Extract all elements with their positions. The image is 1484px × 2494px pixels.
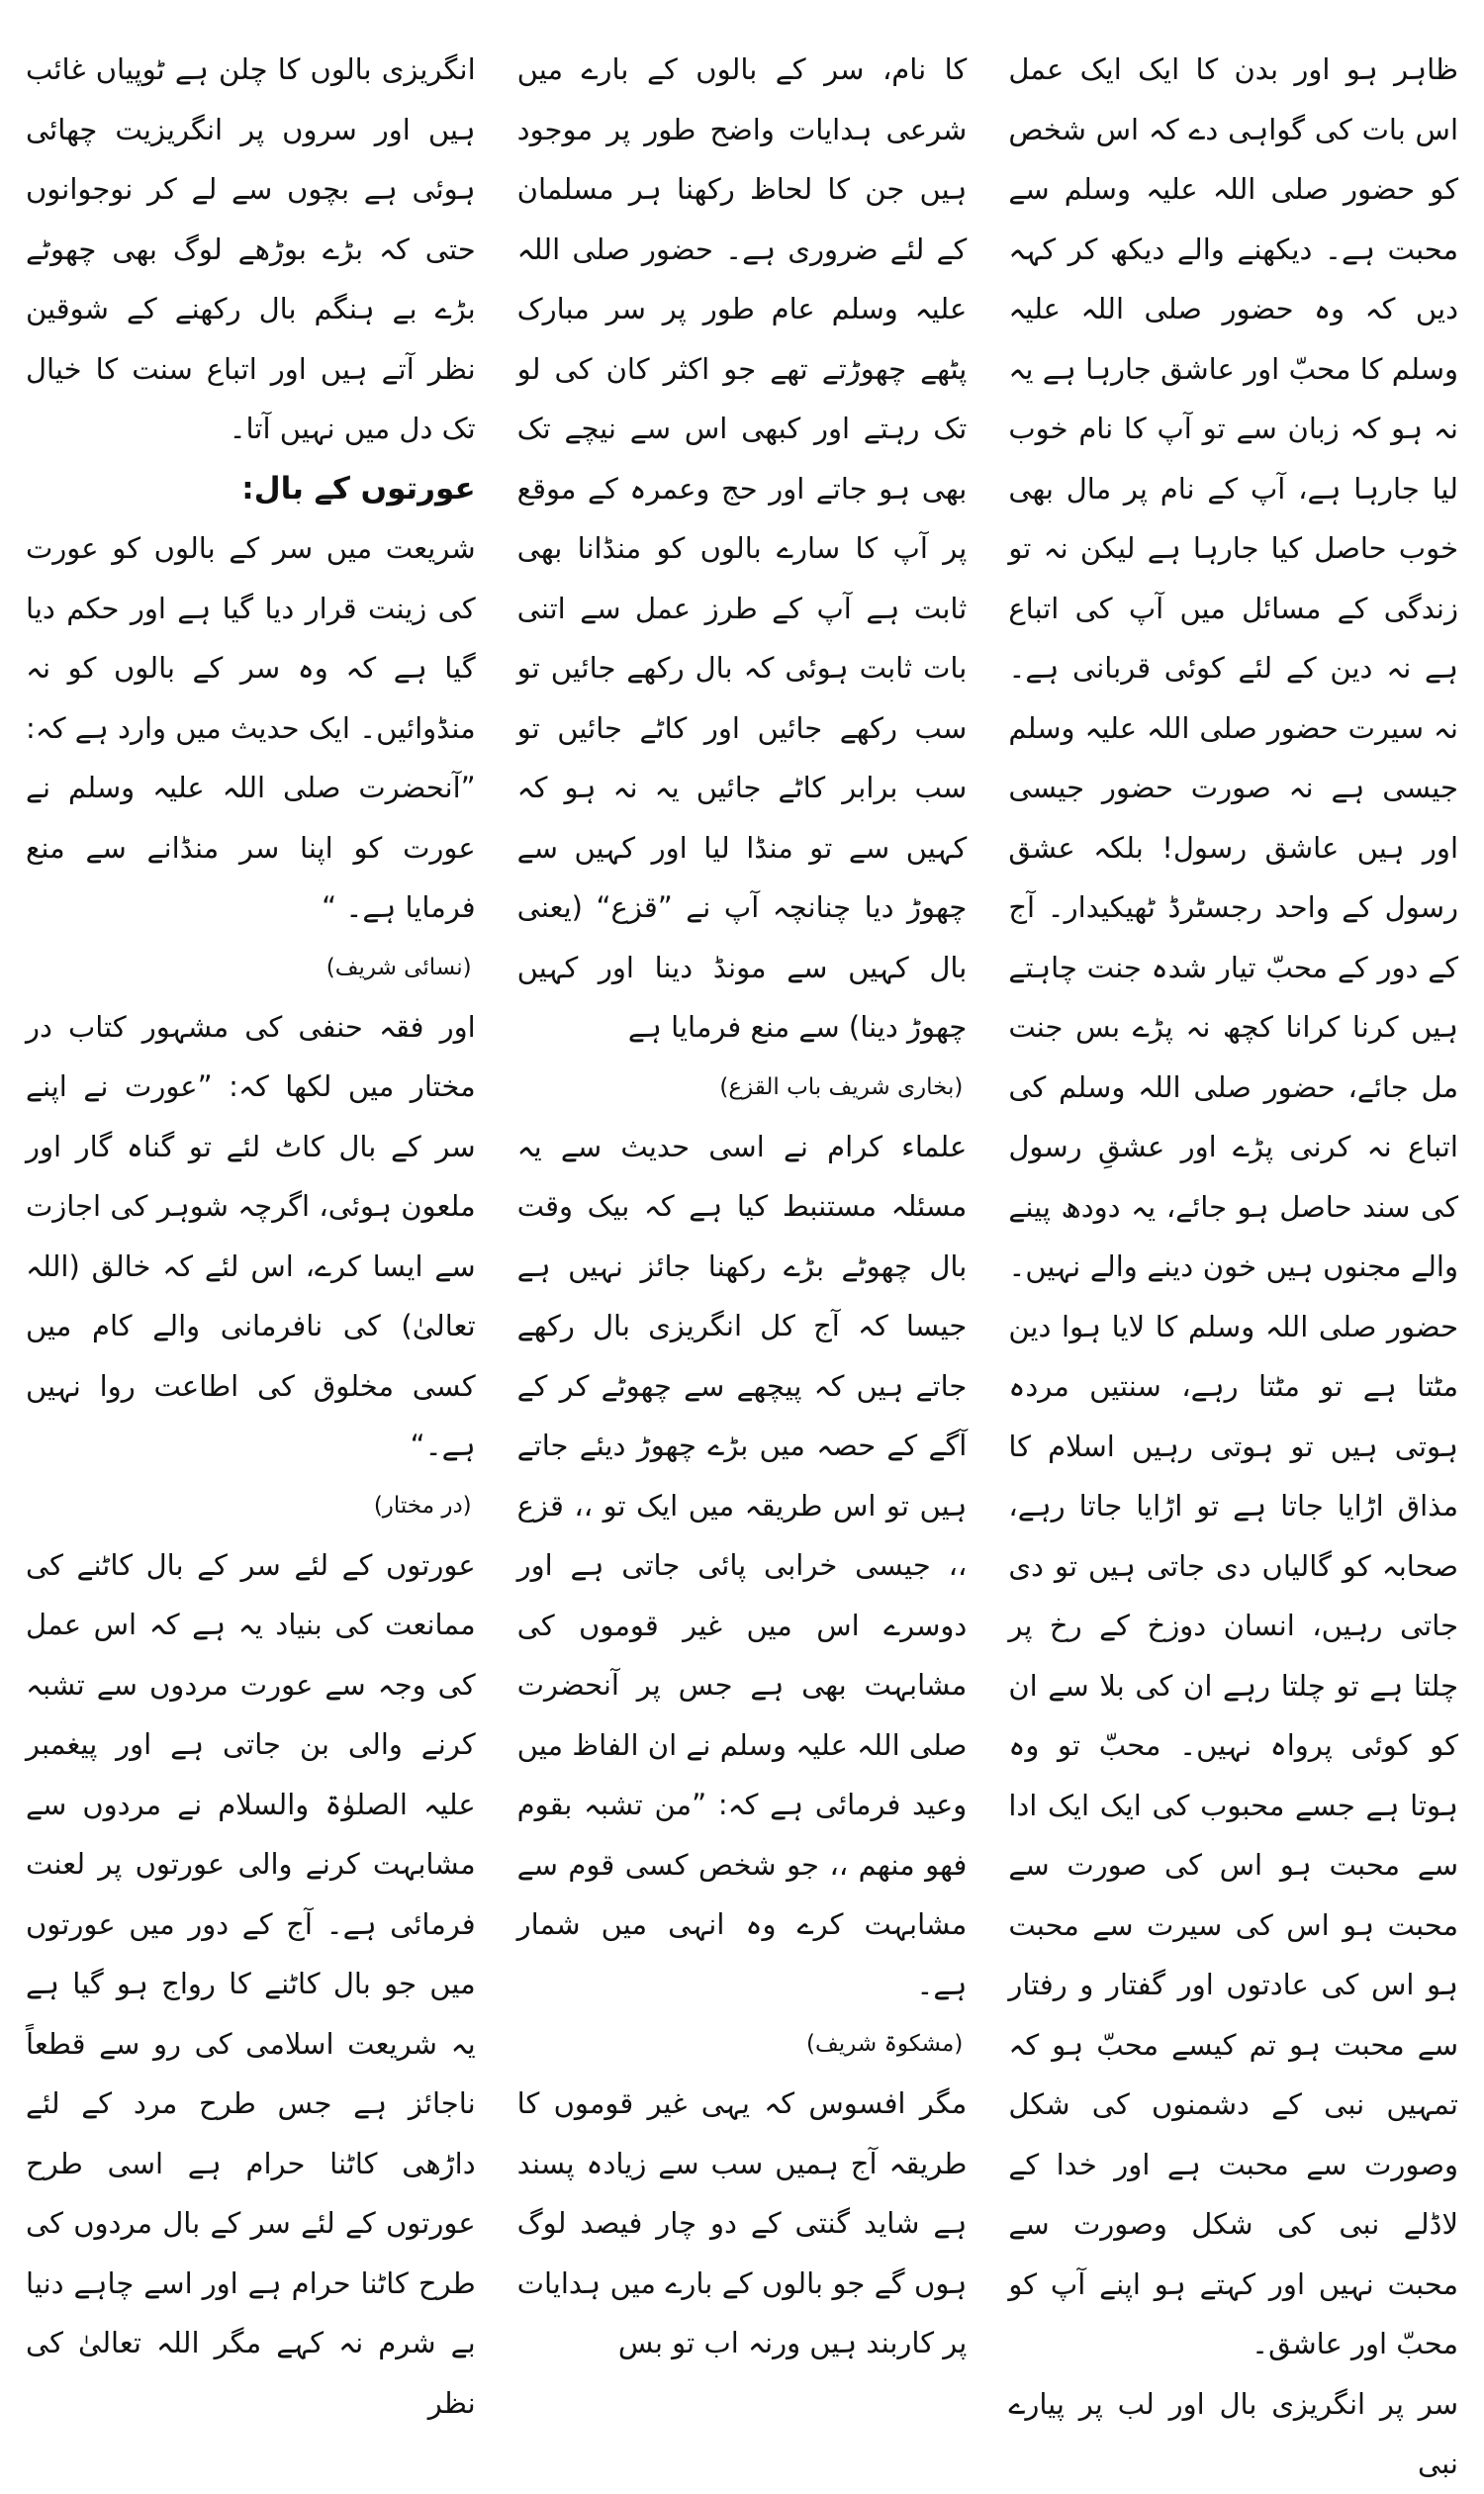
paragraph-text: علماء کرام نے اسی حدیث سے یہ مسئلہ مستنبط کیا ہے کہ بیک وقت بال چھوٹے بڑے رکھنا جائز نہیں ہے جیسا کہ آج کل انگریزی بال رکھے جاتے ہیں کہ پیچھے سے چھوٹے کر کے آگے کے حصہ میں بڑے چھوڑ دیئے جاتے ہیں تو اس طریقہ میں ایک تو ،، قزع ،، جیسی خرابی پائی جاتی ہے اور دوسرے اس میں غیر قوموں کی مشابہت بھی ہے جس پر آنحضرت صلی اللہ علیہ وسلم نے ان الفاظ میں وعید فرمائی ہے کہ: ” — [516, 1129, 968, 1821]
paragraph: شریعت میں سر کے بالوں کو عورت کی زینت قرار دیا گیا ہے اور حکم دیا گیا ہے کہ وہ سر کے بالوں کو نہ منڈوائیں۔ ایک حدیث میں وارد ہے کہ: ”آنحضرت صلی اللہ علیہ وسلم نے عورت کو اپنا سر منڈانے سے منع فرمایا ہے۔ “ — [25, 531, 476, 924]
column-left — [25, 40, 476, 2420]
column-middle — [516, 40, 968, 2359]
paragraph: سر پر انگریزی بال اور لب پر پیارے نبی — [1008, 2386, 1458, 2480]
paragraph — [517, 1117, 968, 2015]
paragraph: اور فقہ حنفی کی مشہور کتاب در مختار میں لکھا کہ: ”عورت نے اپنے سر کے بال کاٹ لئے تو گناہ گار اور ملعون ہوئی، اگرچہ شوہر کی اجازت سے ایسا کرے، اس لئے کہ خالق (اللہ تعالیٰ) کی نافرمانی والے کام میں کسی مخلوق کی اطاعت روا نہیں ہے۔“ — [25, 1009, 476, 1462]
citation: (مشکوۃ شریف) — [806, 2031, 964, 2057]
citation: (بخاری شریف باب القزع) — [719, 1073, 964, 1100]
paragraph: ظاہر ہو اور بدن کا ایک ایک عمل اس بات کی گواہی دے کہ اس شخص کو حضور صلی اللہ علیہ وسلم سے محبت ہے۔ دیکھنے والے دیکھ کر کہہ دیں کہ وہ حضور صلی اللہ علیہ وسلم کا محبّ اور عاشق جارہا ہے یہ نہ ہو کہ زبان سے تو آپ کا نام خوب لیا جارہا ہے، آپ کے نام پر مال بھی خوب حاصل کیا جارہا ہے لیکن نہ تو زندگی کے مسائل میں آپ کی اتباع ہے نہ دین کے لئے کوئی قربانی ہے۔ نہ سیرت حضور صلی اللہ علیہ وسلم جیسی ہے نہ صورت حضور جیسی اور ہیں عاشق رسول! بلکہ عشق رسول کے واحد رجسٹرڈ ٹھیکیدار۔ آج کے دور کے محبّ تیار شدہ جنت چاہتے ہیں کرنا کرانا کچھ نہ پڑے بس جنت مل جائے، حضور صلی اللہ وسلم کی اتباع نہ کرنی پڑے اور عشقِ رسول کی سند حاصل ہو جائے، یہ دودھ پینے والے مجنوں ہیں خون دینے والے نہیں۔ حضور صلی اللہ وسلم کا لایا ہوا دین مٹتا ہے تو مٹتا رہے، سنتیں مردہ ہوتی ہیں تو ہوتی رہیں اسلام کا مذاق اڑایا جاتا ہے تو اڑایا جاتا رہے، صحابہ کو گالیاں دی جاتی ہیں تو دی جاتی رہیں، انسان دوزخ کے رخ پر چلتا ہے تو چلتا رہے ان کی بلا سے ان کو کوئی پرواہ نہیں۔ محبّ تو وہ ہوتا ہے جسے محبوب کی ایک ایک ادا سے محبت ہو اس کی صورت سے محبت ہو اس کی سیرت سے محبت ہو اس کی عادتوں اور گفتار و رفتار سے محبت ہو تم کیسے محبّ ہو کہ تمہیں نبی کے دشمنوں کی شکل وصورت سے محبت ہے اور خدا کے لاڈلے نبی کی شکل وصورت سے محبت نہیں اور کہتے ہو اپنے آپ کو محبّ اور عاشق۔ — [1008, 52, 1458, 2360]
paragraph: عورتوں کے لئے سر کے بال کاٹنے کی ممانعت کی بنیاد یہ ہے کہ اس عمل کی وجہ سے عورت مردوں سے تشبہ کرنے والی بن جاتی ہے اور پیغمبر علیہ الصلوٰۃ والسلام نے مردوں سے مشابہت کرنے والی عورتوں پر لعنت فرمائی ہے۔ آج کے دور میں عورتوں میں جو بال کاٹنے کا رواج ہو گیا ہے یہ شریعت اسلامی کی رو سے قطعاً ناجائز ہے جس طرح مرد کے لئے داڑھی کاٹنا حرام ہے اسی طرح عورتوں کے لئے سر کے بال مردوں کی طرح کاٹنا حرام ہے اور اسے چاہے دنیا بے شرم نہ کہے مگر اللہ تعالیٰ کی نظر — [25, 1547, 476, 2420]
paragraph-text: ،، جو شخص کسی قوم سے مشابہت کرے وہ انہی میں شمار ہے۔ — [516, 1847, 968, 2001]
section-heading: عورتوں کے بال: — [241, 470, 476, 507]
paragraph: انگریزی بالوں کا چلن ہے ٹوپیاں غائب ہیں اور سروں پر انگریزیت چھائی ہوئی ہے بچوں سے لے کر نوجوانوں حتی کہ بڑے بوڑھے لوگ بھی چھوٹے بڑے بے ہنگم بال رکھنے کے شوقین نظر آتے ہیں اور اتباع سنت کا خیال تک دل میں نہیں آتا۔ — [25, 52, 476, 445]
paragraph: مگر افسوس کہ یہی غیر قوموں کا طریقہ آج ہمیں سب سے زیادہ پسند ہے شاید گنتی کے دو چار فیصد لوگ ہوں گے جو بالوں کے بارے میں ہدایات پر کاربند ہیں ورنہ اب تو بس — [516, 2086, 968, 2359]
arabic-quote: من تشبہ بقوم فھو منھم — [516, 1788, 968, 1882]
citation: (در مختار) — [373, 1492, 472, 1519]
citation: (نسائی شریف) — [325, 954, 472, 980]
column-right — [1008, 40, 1458, 2480]
paragraph: کا نام، سر کے بالوں کے بارے میں شرعی ہدایات واضح طور پر موجود ہیں جن کا لحاظ رکھنا ہر مسلمان کے لئے ضروری ہے۔ حضور صلی اللہ علیہ وسلم عام طور پر سر مبارک پٹھے چھوڑتے تھے جو اکثر کان کی لو تک رہتے اور کبھی اس سے نیچے تک بھی ہو جاتے اور حج وعمرہ کے موقع پر آپ کا سارے بالوں کو منڈانا بھی ثابت ہے آپ کے طرز عمل سے اتنی بات ثابت ہوئی کہ بال رکھے جائیں تو سب رکھے جائیں اور کاٹے جائیں تو سب برابر کاٹے جائیں یہ نہ ہو کہ کہیں سے تو منڈا لیا اور کہیں سے چھوڑ دیا چنانچہ آپ نے ”قزع“ (یعنی بال کہیں سے مونڈ دینا اور کہیں چھوڑ دینا) سے منع فرمایا ہے — [516, 52, 968, 1044]
